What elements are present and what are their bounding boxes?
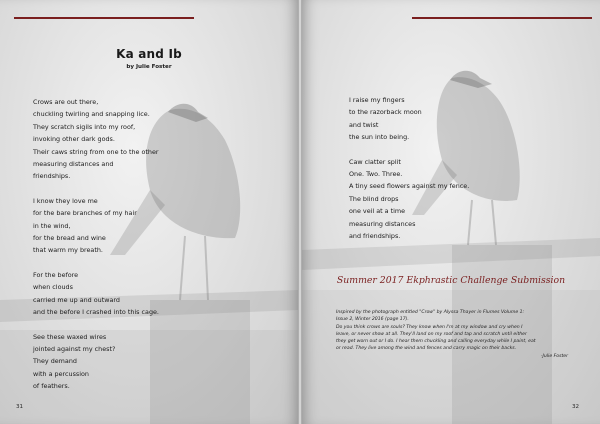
poem-line: of feathers.: [33, 382, 70, 391]
poem-line: measuring distances and: [33, 160, 114, 169]
top-rule: [14, 17, 194, 19]
stanza: [349, 156, 469, 243]
poem-line: I know they love me: [33, 196, 98, 205]
poem-line: for the bread and wine: [33, 234, 106, 243]
note-line: Inspired by the photograph entitled "Crow" by Alyssa Thayer in Flumes Volume 1:: [336, 310, 525, 315]
poem-line: Their caws string from one to the other: [33, 147, 159, 156]
poem-line: One. Two. Three.: [349, 170, 403, 179]
note-line: Do you think crows are souls? They know when I'm at my window and cry when I: [336, 324, 523, 330]
poem-line: one veil at a time: [349, 207, 406, 216]
right-page: [302, 0, 600, 424]
poem-line: that warm my breath.: [33, 246, 103, 255]
poem-line: carried me up and outward: [33, 295, 120, 304]
stanza: [349, 94, 469, 144]
stanza: [33, 269, 159, 319]
stanza: [33, 331, 159, 393]
poem-line: They demand: [33, 357, 77, 366]
poem-line: chuckling twirling and snapping lice.: [33, 110, 150, 119]
poem-title: Ka and Ib: [116, 47, 182, 61]
poem-line: and friendships.: [349, 232, 401, 241]
top-rule: [412, 17, 592, 19]
poem-line: For the before: [33, 270, 79, 279]
note-line: or read. They live among the wind and fences and carry magic on their backs.: [336, 346, 517, 352]
poem-line: with a percussion: [33, 369, 89, 378]
left-poem-body: [33, 96, 159, 405]
poem-line: See these waxed wires: [33, 332, 107, 341]
poem-line: Caw clatter split: [349, 157, 401, 166]
poem-line: They scratch sigils into my roof,: [33, 122, 136, 131]
note-signature: -Julie Foster: [540, 353, 568, 359]
submission-heading: Summer 2017 Ekphrastic Challenge Submission: [336, 275, 566, 286]
poem-line: The blind drops: [349, 194, 399, 203]
stanza: [33, 96, 159, 183]
right-poem-body: [349, 94, 469, 254]
note-line: leave, or never show at all. They'll land on my roof and tap and scratch until either: [336, 331, 527, 337]
poem-line: and the before I crashed into this cage.: [33, 308, 159, 317]
note-line: they get worn out or I do. I hear them chuckling and calling everyday while I paint, eat: [336, 339, 536, 345]
poem-line: and twist: [349, 120, 379, 129]
poem-line: the sun into being.: [349, 133, 410, 142]
page-number: 32: [572, 404, 580, 410]
poem-line: A tiny seed flowers against my fence.: [349, 182, 470, 191]
left-page: [0, 0, 298, 424]
stanza: [33, 195, 159, 257]
poem-line: to the razorback moon: [349, 108, 422, 117]
poem-line: jointed against my chest?: [33, 344, 116, 353]
poem-line: I raise my fingers: [349, 96, 405, 104]
poem-line: in the wind,: [33, 221, 71, 230]
inspiration-note: [336, 309, 576, 360]
page-number: 31: [16, 404, 24, 410]
poem-line: measuring distances: [349, 219, 416, 228]
poem-line: Crows are out there,: [33, 98, 99, 106]
note-line: Issue 2, Winter 2016 (page 17).: [336, 317, 409, 323]
poem-line: invoking other dark gods.: [33, 135, 115, 144]
poem-line: for the bare branches of my hair: [33, 209, 137, 218]
poem-byline: by Julie Foster: [126, 64, 172, 70]
poem-line: friendships.: [33, 172, 71, 181]
poem-line: when clouds: [33, 283, 73, 292]
